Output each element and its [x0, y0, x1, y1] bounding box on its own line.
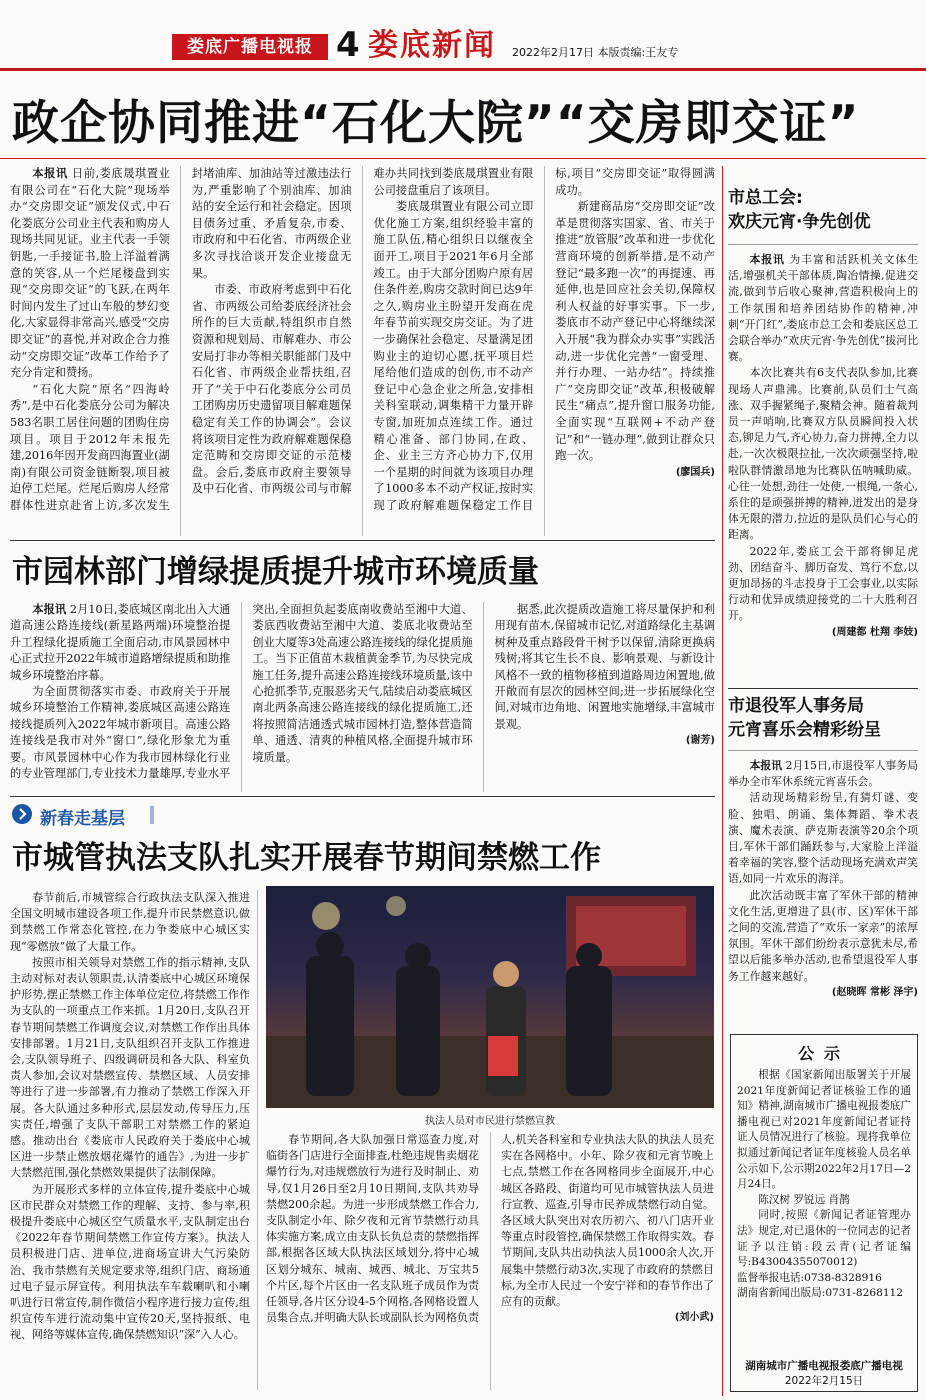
article1-paragraph: 日前,娄底晟琪置业有限公司在“石化大院”现场举办“交房即交证”颁发仪式,中石化娄底分公司业主代表和购房人现场共同见证。业主代表一手领钥匙,一手接证书,脸上洋溢着满意的笑容,从一个烂尾楼盘到实现“交房即交证”的飞跃,在两年时间内发生了过山车般的梦幻变化,大家显得非常高兴,感受“交房即交证”的喜悦,并对政企合力推动“交房即交证”改革工作给予了充分肯定和赞扬。: [10, 167, 170, 380]
masthead-rule: [0, 68, 926, 71]
section-tag-bar: [150, 806, 154, 824]
column-divider: [722, 166, 723, 1396]
headline-rule: [0, 158, 926, 159]
side2-byline: (赵晓晖 常彬 泽宇): [831, 986, 918, 998]
section-name: 娄底新闻: [368, 28, 496, 63]
notice-phone: 湖南省新闻出版局:0731-8268112: [737, 1287, 904, 1300]
article1-byline: (廖国兵): [675, 466, 715, 478]
side2-rule: [728, 750, 918, 751]
article3-body-col1: [10, 890, 250, 1390]
notice-names: 陈汉树 罗锐远 肖鹊: [758, 1193, 850, 1206]
notice-paragraph: 同时,按照《新闻记者证管理办法》规定,对已退休的一位同志的记者证予以注销:段云青(记者证编号:B43004355070012): [737, 1209, 911, 1269]
newspaper-logo: 娄底广播电视报: [172, 34, 328, 60]
side1-body: [728, 252, 918, 684]
article1-paragraph: 娄底晟琪置业有限公司立即优化施工方案,组织经验丰富的施工队伍,精心组织日以继夜全面开工,项目于2021年6月全部竣工。由于大部分团购户原有居住条件差,购房交款时间已达9年之久,购房业主盼望开发商在虎年春节前实现交房交证。为了进一步确保社会稳定、尽量满足团购业主的迫切心愿,抚平项目烂尾给他们造成的创伤,市不动产登记中心急企业之所急,安排相关科室联动,调集精干力量开辟专窗,加班加点连续工作。通过精心准备、部门协同,在政、企、业主三方齐心协力下,仅用一个星期的时间就为该项目办理了1000多本不动产权证,按时实现了政府解难题保稳定工作目标,项目“交房即交证”取得圆满成功。: [373, 167, 715, 512]
article3-paragraph: 春节期间,各大队加强日常巡查力度,对临街各门店进行全面排查,杜绝违规售卖烟花爆竹行为,对违规燃放行为进行及时制止、劝导,仅1月26日至2月10日期间,支队共劝导禁燃200余起。为进一步形成禁燃工作合力,支队制定小年、除夕夜和元宵节禁燃行动具体实施方案,成立由支队长负总责的禁燃指挥部,根据各区域大队执法区域划分,将中心城区划分城东、城南、城西、城北、万宝共5个片区,每个片区由一名支队班子成员作为责任领导,各片区分设4-5个网格,各网格设置人员集合点,并明确大队长或副队长为网格负责人,机关各科室和专业执法大队的执法人员充实在各网格中。小年、除夕夜和元宵节晚上七点,禁燃工作在各网格同步全面展开,中心城区各路段、街道均可见市城管执法人员进行宣教、巡查,引导市民养成禁燃行动自觉。各区域大队突出对农历初六、初八门店开业等重点时段管控,确保禁燃工作取得实效。春节期间,支队共出动执法人员1000余人次,开展集中禁燃行动3次,实现了市政府的禁燃目标,为全市人民过一个安宁祥和的春节作出了应有的贡献。: [266, 1133, 714, 1325]
article1-paragraph: 新建商品房“交房即交证”改革是贯彻落实国家、省、市关于推进“放管服”改革和进一步优化营商环境的创新举措,是不动产登记“最多跑一次”的再提速、再延伸,也是回应社会关切,保障权利人权益的好事实事。下一步,娄底市不动产登记中心将继续深入开展“我为群众办实事”实践活动,进一步优化完善“一窗受理、并行办理、一站办结”。持续推广“交房即交证”改革,积极破解民生“痛点”,提升窗口服务功能,全面实现“互联网+不动产登记”和“一链办理”,做到让群众只跑一次。: [555, 200, 715, 463]
masthead: [0, 0, 926, 70]
photo-caption: 执法人员对市民进行禁燃宣教: [425, 1116, 555, 1127]
notice-body: [731, 1064, 917, 1358]
article2-paragraph: 2月10日,娄底城区南北出入大通道高速公路连接线(新星路两端)环境整治提升工程绿化提质施工全面启动,市风景园林中心正式拉开2022年城市道路增绿提质和助推城乡环境整治序幕。: [10, 603, 231, 682]
article1-paragraph: 市委、市政府考虑到中石化省、市两级公司给娄底经济社会所作的巨大贡献,特组织市自然资源和规划局、市解难办、市公安局打非办等相关职能部门及中石化省、市两级企业帮扶组,召开了“关于中石化娄底分公司员工团购房历史遗留项目解难题保稳定有关工作的协调会”。会议将该项目定性为政府解难题保稳定范畴和交房即交证的示范楼盘。会后,娄底市政府主要领导及中石化省、市两级公司与市解难办共同找到娄底晟琪置业有限公司接盘重启了该项目。: [191, 167, 534, 496]
article3-paragraph: 按照市相关领导对禁燃工作的指示精神,支队主动对标对表认领职责,认清娄底中心城区环境保护形势,摆正禁燃工作主体单位定位,将禁燃工作作为支队的一项重点工作来抓。1月20日,支队召开春节期间禁燃工作调度会议,对禁燃工作作出具体安排部署。1月21日,支队组织召开支队工作推进会,支队领导班子、四级调研员和各大队、科室负责人参加,会议对禁燃宣传、禁燃区域、人员安排等进行了进一步部署,有力推动了禁燃工作深入开展。各大队通过多种形式,层层发动,传导压力,压实责任,增强了支队干部职工对禁燃工作的紧迫感。推动出台《娄底市人民政府关于娄底中心城区进一步禁止燃放烟花爆竹的通告》,为进一步扩大禁燃范围,强化禁燃效果提供了法制保障。: [10, 955, 250, 1180]
side2-headline-line1: 市退役军人事务局: [728, 696, 864, 716]
article3-paragraph: 为开展形式多样的立体宣传,提升娄底中心城区市民群众对禁燃工作的理解、支持、参与率,积极提升娄底中心城区空气质量水平,支队制定出台《2022年春节期间禁燃工作宣传方案》。执法人员积极进门店、进单位,进商场宣讲大气污染防治、我市禁燃有关规定要求等,组织门店、商场通过电子显示屏宣传。利用执法车车载喇叭和小喇叭进行日常宣传,制作微信小程序进行接力宣传,组织宣传车进行流动集中宣传20天,坚持报纸、电视、网络等媒体宣传,确保禁燃知识“深”入人心。: [10, 1182, 250, 1342]
side1-rule: [728, 244, 918, 245]
article3-paragraph: 春节前后,市城管综合行政执法支队深入推进全国文明城市建设各项工作,提升市民禁燃意识,做到禁燃工作常态化管控,在力争娄底中心城区实现“零燃放”做了大量工作。: [10, 891, 250, 953]
arrow-icon: [12, 804, 32, 824]
article2-byline: (谢芳): [685, 735, 715, 747]
article2-headline: 市园林部门增绿提质提升城市环境质量: [12, 554, 539, 590]
side2-paragraph: 此次活动既丰富了军休干部的精神文化生活,更增进了县(市、区)军休干部之间的交流,营造了“欢乐一家亲”的浓厚氛围。军休干部们纷纷表示意犹未尽,希望以后能多举办活动,也希望退役军人事务工作越来越好。: [728, 888, 918, 983]
column-divider: [257, 890, 258, 1390]
article2-lead: 本报讯: [32, 603, 67, 616]
article1-lead: 本报讯: [32, 167, 68, 180]
side2-body: [728, 758, 918, 1022]
side1-paragraph: 2022年,娄底工会干部将铆足虎劲、团结奋斗、脚历奋发、笃行不怠,以更加昂扬的斗志投身于工会事业,以实际行动和优异成绩迎接党的二十大胜利召开。: [728, 544, 918, 623]
side1-paragraph: 本次比赛共有6支代表队参加,比赛现场人声鼎沸。比赛前,队员们士气高涨、双手握紧绳子,聚精会神。随着裁判员一声哨响,比赛双方队员瞬间投入状态,铆足力气,齐心协力,奋力拼搏,全力以赴,一次次极限拉扯,一次次顽强坚持,啦啦队群情激昂地为比赛队伍呐喊助威。心往一处想,劲往一处使,一根绳,一条心,系住的是顽强拼搏的精神,迸发出的是身体无限的潜力,拉近的是队员们心与心的距离。: [728, 366, 918, 542]
notice-title: 公示: [797, 1044, 850, 1063]
article3-top-rule: [10, 796, 715, 797]
side2-headline-line2: 元宵喜乐会精彩纷呈: [728, 720, 881, 740]
notice-box: [730, 1034, 918, 1392]
side2-paragraph: 2月15日,市退役军人事务局举办全市军休系统元宵喜乐会。: [728, 759, 918, 789]
article3-body-col2: [266, 1132, 714, 1390]
notice-signature: 湖南城市广播电视报娄底广播电视: [745, 1360, 903, 1372]
side1-byline: (周建都 杜翔 李妓): [831, 626, 918, 638]
enforcement-photo: [266, 886, 714, 1108]
side2-lead: 本报讯: [749, 759, 783, 772]
notice-sign-date: 2022年2月15日: [784, 1375, 864, 1387]
side1-paragraph: 为丰富和活跃机关文体生活,增强机关干部体质,陶冶情操,促进交流,做到节后收心聚神,营造积极向上的工作氛围和培养团结协作的精神,冲刺“开门红”,娄底市总工会和娄底区总工会联合举办“欢庆元宵·争先创优”拔河比赛。: [728, 253, 918, 364]
article3-headline: 市城管执法支队扎实开展春节期间禁燃工作: [12, 840, 601, 876]
article1-paragraph: “石化大院”原名“四海岭秀”,是中石化娄底分公司为解决583名职工居住问题的团购住房项目。项目于2012年未报先建,2016年因开发商四海置业(湖南)有限公司资金链断裂,项目被迫停工烂尾。烂尾后购房人经常群体性进京赴省上访,多次发生封堵油库、加油站等过激违法行为,严重影响了个别油库、加油站的安全运行和社会稳定。因项目债务过重、矛盾复杂,市委、市政府和中石化省、市两级企业多次寻找洽谈开发企业接盘无果。: [10, 167, 352, 512]
side1-headline-line2: 欢庆元宵·争先创优: [728, 212, 871, 232]
side2-paragraph: 活动现场精彩纷呈,有猜灯谜、变脸、独唱、朗诵、集体舞蹈、拳术表演、魔术表演、萨克斯表演等20余个项目,军休干部们踊跃参与,大家脸上洋溢着幸福的笑容,整个活动现场充满欢声笑语,如同一片欢乐的海洋。: [728, 791, 918, 886]
article1-body: [10, 166, 715, 536]
notice-phone: 监督举报电话:0738-8328916: [737, 1271, 882, 1284]
side2-top-rule: [728, 688, 918, 689]
notice-paragraph: 根据《国家新闻出版署关于开展2021年度新闻记者证核验工作的通知》精神,湖南城市广播电视报娄底广播电视已对2021年度新闻记者证持证人员情况进行了核验。现将我单位拟通过新闻记者证年度核验人员名单公示如下,公示期2022年2月17日—2月24日。: [737, 1069, 911, 1191]
article2-body: [10, 602, 715, 792]
article2-top-rule: [10, 540, 715, 541]
article1-headline: 政企协同推进“石化大院”“交房即交证”: [12, 96, 860, 151]
page-number: 4: [336, 25, 360, 65]
section-tag: 新春走基层: [40, 809, 125, 829]
date-line: 2022年2月17日 本版责编:王友专: [512, 46, 679, 59]
article2-paragraph: 据悉,此次提质改造施工将尽量保护和利用现有苗木,保留城市记忆,对道路绿化主基调树种及重点路段骨干树予以保留,清除更换病残树;将其它生长不良、影响景观、与新设计风格不一致的植物移植到道路周边闲置地,做开敞而有层次的园林空间;进一步拓展绿化空间,对城市边角地、闲置地实施增绿,丰富城市景观。: [494, 603, 715, 731]
article3-byline: (刘小武): [674, 1312, 714, 1324]
side1-lead: 本报讯: [749, 253, 785, 266]
side1-headline-line1: 市总工会:: [728, 188, 803, 208]
article2-paragraph: 为全面贯彻落实市委、市政府关于开展城乡环境整治工作精神,娄底城区高速公路连接线提质列入2022年城市新项目。高速公路连接线是我市对外“窗口”,绿化形象尤为重要。市风景园林中心作为我市园林绿化行业的专业管理部门,专业技术力量雄厚,专业水平突出,全面担负起娄底南收费站至湘中大道、娄底西收费站至湘中大道、娄底北收费站至创业大厦等3处高速公路连接线的绿化提质施工。当下正值苗木栽植黄金季节,为尽快完成施工任务,提升高速公路连接线环境质量,该中心抢抓季节,克服恶劣天气,陆续启动娄底城区南北两条高速公路连接线的绿化提质施工,还将按照简洁通透式城市园林打造,整体营造简单、通透、清爽的种植风格,全面提升城市环境质量。: [10, 603, 473, 781]
